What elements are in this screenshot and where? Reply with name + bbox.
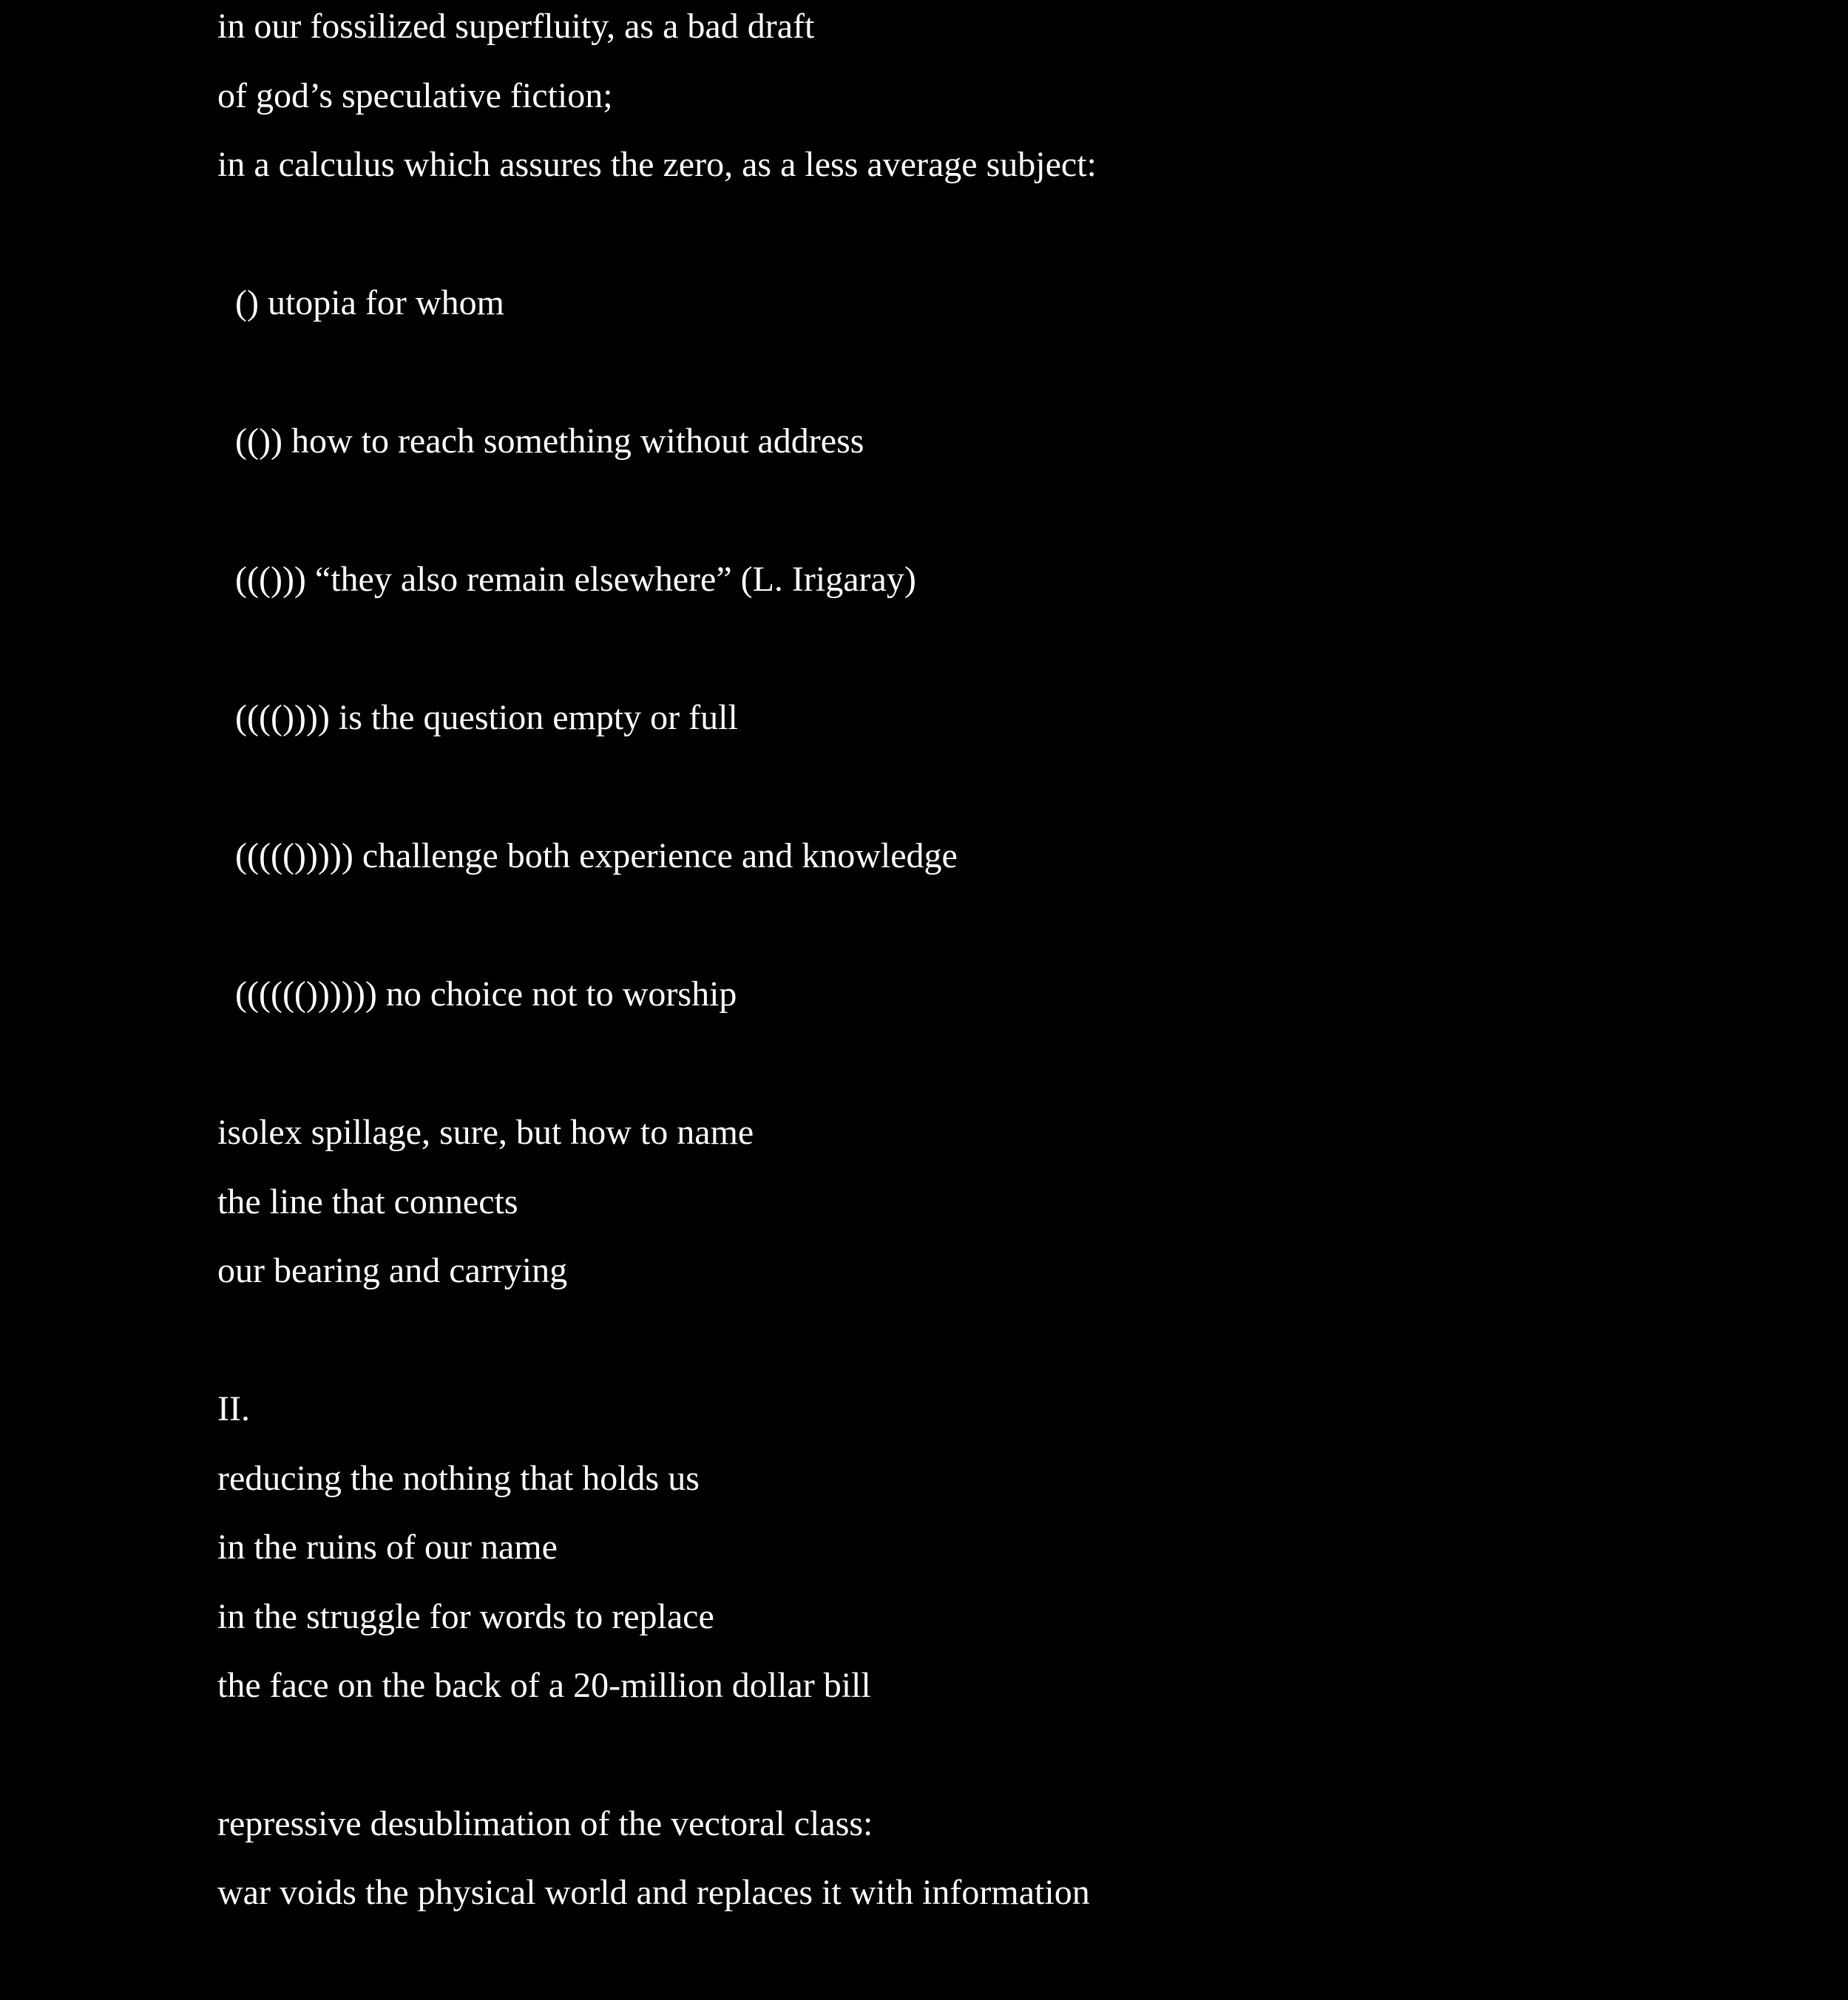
poem-line: in the ruins of our name [217, 1528, 558, 1567]
parenthetical-line: (((((()))))) no choice not to worship [235, 974, 737, 1014]
parenthetical-line: (()) how to reach something without address [235, 421, 864, 461]
poem-line: our bearing and carrying [217, 1251, 568, 1290]
poem-line: the face on the back of a 20-million dollar bill [217, 1666, 871, 1705]
poem-line: repressive desublimation of the vectoral class: [217, 1804, 873, 1843]
poem-line: the line that connects [217, 1182, 518, 1221]
poem-line: in the struggle for words to replace [217, 1597, 714, 1636]
poem-line: of god’s speculative fiction; [217, 76, 613, 115]
poem-line: reducing the nothing that holds us [217, 1459, 700, 1498]
parenthetical-line: ((())) “they also remain elsewhere” (L. Irigaray) [235, 560, 916, 599]
poem-line: war voids the physical world and replaces it with information [217, 1873, 1090, 1912]
parenthetical-line: () utopia for whom [235, 283, 504, 322]
section-heading: II. [217, 1389, 250, 1428]
parenthetical-line: (((()))) is the question empty or full [235, 698, 738, 737]
poem-line: in our fossilized superfluity, as a bad draft [217, 7, 815, 46]
poem-line: in a calculus which assures the zero, as a less average subject: [217, 145, 1097, 184]
parenthetical-line: ((((())))) challenge both experience and knowledge [235, 836, 958, 875]
poem-line: isolex spillage, sure, but how to name [217, 1113, 754, 1152]
